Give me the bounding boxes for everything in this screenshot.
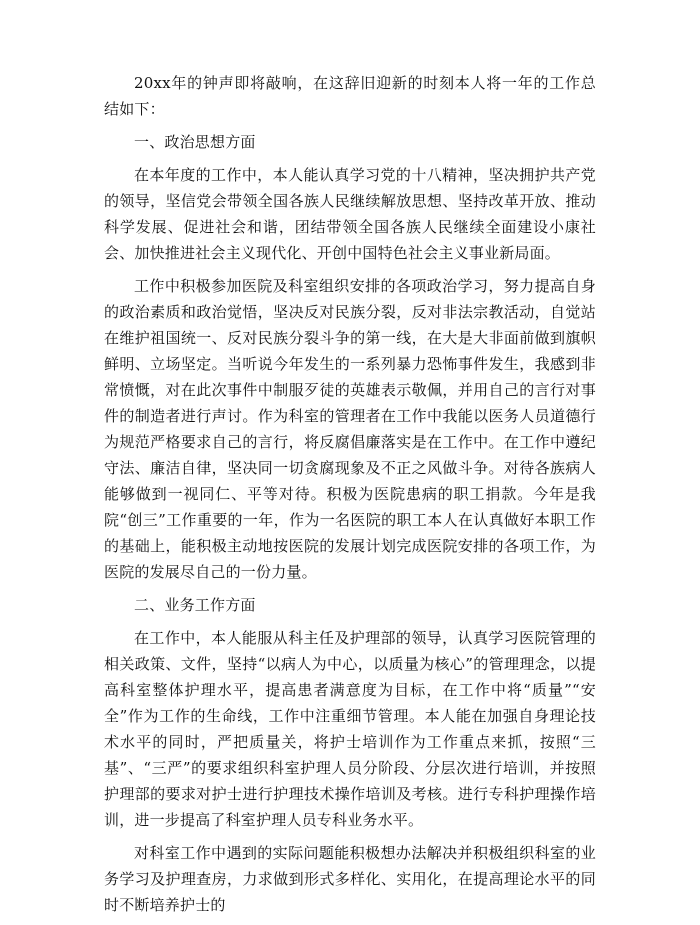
politics-paragraph-1: 在本年度的工作中，本人能认真学习党的十八精神，坚决拥护共产党的领导，坚信党会带领全国各族人民继续解放思想、坚持改革开放、推动科学发展、促进社会和谐，团结带领全国各族人民继续全面建设小康社会、加快推进社会主义现代化、开创中国特色社会主义事业新局面。 bbox=[104, 166, 596, 262]
document-body bbox=[104, 70, 596, 925]
business-paragraph-1: 在工作中，本人能服从科主任及护理部的领导，认真学习医院管理的相关政策、文件，坚持“以病人为中心，以质量为核心”的管理理念，以提高科室整体护理水平，提高患者满意度为目标，在工作中将“质量”“安全”作为工作的生命线，工作中注重细节管理。本人能在加强自身理论技术水平的同时，严把质量关，将护士培训作为工作重点来抓，按照“三基”、“三严”的要求组织科室护理人员分阶段、分层次进行培训，并按照护理部的要求对护士进行护理技术操作培训及考核。进行专科护理操作培训，进一步提高了科室护理人员专科业务水平。 bbox=[104, 629, 596, 829]
business-paragraph-2: 对科室工作中遇到的实际问题能积极想办法解决并积极组织科室的业务学习及护理查房，力求做到形式多样化、实用化，在提高理论水平的同时不断培养护士的 bbox=[104, 844, 596, 914]
section-heading-politics: 一、政治思想方面 bbox=[134, 133, 256, 151]
intro-paragraph: 20xx年的钟声即将敲响，在这辞旧迎新的时刻本人将一年的工作总结如下： bbox=[104, 74, 596, 118]
politics-paragraph-2: 工作中积极参加医院及科室组织安排的各项政治学习，努力提高自身的政治素质和政治觉悟，坚决反对民族分裂，反对非法宗教活动，自觉站在维护祖国统一、反对民族分裂斗争的第一线，在大是大非面前做到旗帜鲜明、立场坚定。当听说今年发生的一系列暴力恐怖事件发生，我感到非常愤慨，对在此次事件中制服歹徒的英雄表示敬佩，并用自己的言行对事件的制造者进行声讨。作为科室的管理者在工作中我能以医务人员道德行为规范严格要求自己的言行，将反腐倡廉落实是在工作中。在工作中遵纪守法、廉洁自律，坚决同一切贪腐现象及不正之风做斗争。对待各族病人能够做到一视同仁、平等对待。积极为医院患病的职工捐款。今年是我院“创三”工作重要的一年，作为一名医院的职工本人在认真做好本职工作的基础上，能积极主动地按医院的发展计划完成医院安排的各项工作，为医院的发展尽自己的一份力量。 bbox=[104, 277, 596, 581]
section-heading-business: 二、业务工作方面 bbox=[134, 596, 256, 614]
